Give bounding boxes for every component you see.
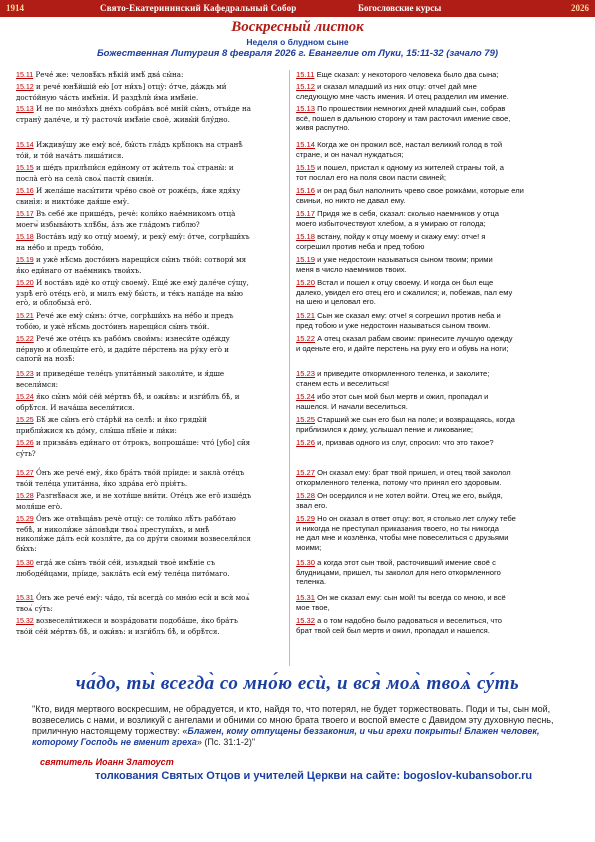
verse-number: 15.23 bbox=[296, 369, 316, 378]
verse-line: любоде́йцами, прі́иде, закла́ть есѝ ему̀ теле́ца пито́маго. bbox=[16, 568, 230, 578]
verse-line: 15.20 Встал и пошел к отцу своему. И когда он был еще bbox=[296, 278, 494, 287]
patristic-quote bbox=[32, 704, 577, 748]
quote-text: "Кто, видя мертвого воскресшим, не обрадуется, и кто, найдя то, что потерял, не будет торжествовать. Поди и ты, сын мой, возвеселись с нами, и возликуй с ангелами и обними со мною брата твоего и воспой вместе с Давидом эту духовную песнь, приличную настоящему торжеству: « bbox=[32, 704, 554, 736]
verse-line: далеко, увидел его отец его и сжалился; и, побежав, пал ему bbox=[296, 287, 513, 297]
verse-line: моими; bbox=[296, 542, 322, 552]
verse-number: 15.17 bbox=[296, 209, 316, 218]
verse-line: сапоги̑ на нозѣ̑: bbox=[16, 354, 75, 364]
russian-verse bbox=[296, 514, 582, 552]
verse-number: 15.12 bbox=[296, 82, 316, 91]
verse-line: тот послал его на поля свои пасти свиней; bbox=[296, 172, 446, 182]
verse-line: его̀, и облобыза̀ его̀. bbox=[16, 298, 92, 308]
verse-line: 15.20 И воста́въ идѐ ко отцу̀ своему̀. Еще́ же ему̀ дале́че су́щу, bbox=[16, 278, 249, 287]
verse-line: 15.26 и призва́въ еди́наго от о́трокъ, вопроша́ше: что́ [убо] си̑я bbox=[16, 438, 251, 447]
russian-verse bbox=[296, 82, 582, 101]
verse-number: 15.17 bbox=[16, 210, 34, 218]
slavonic-verse bbox=[16, 438, 284, 458]
verse-line: 15.21 Рече́ же ему̀ сы́нъ: о́тче, согрѣши́хъ на не́бо и предъ bbox=[16, 311, 234, 320]
verse-line: бы́хъ: bbox=[16, 543, 37, 553]
verse-line: 15.17 Въ себе́ же прише́дъ, речѐ: коли́ко нае́мникомъ отца̀ bbox=[16, 209, 236, 218]
verse-line: моля́ше его̀. bbox=[16, 501, 63, 511]
verse-line: звал его. bbox=[296, 500, 328, 510]
verse-line: на шею и целовал его. bbox=[296, 297, 376, 307]
verse-line: 15.25 Старший же сын его был на поле; и возвращаясь, когда bbox=[296, 415, 515, 424]
verse-number: 15.28 bbox=[296, 491, 316, 500]
slavonic-verse bbox=[16, 468, 284, 488]
slavonic-verse bbox=[16, 232, 284, 252]
slavonic-verse-banner: ча́до, ты̀ всегда̀ со мно́ю есѝ, и вся̀ моѧ̀ твоѧ̀ су́ть bbox=[75, 673, 520, 694]
verse-number: 15.21 bbox=[296, 311, 316, 320]
quote-psalm: Блажен, кому отпущены беззакония, и чьи грехи покрыты! Блажен человек, которому Господь не вменит греха bbox=[32, 726, 540, 747]
slavonic-column bbox=[16, 70, 284, 666]
page-subtitle: Неделя о блудном сыне bbox=[246, 37, 349, 47]
verse-line: посла̀ его̀ на села̀ своѧ̀ пастѝ свинı́я. bbox=[16, 173, 154, 183]
slavonic-verse bbox=[16, 209, 284, 229]
verse-line: 15.12 и сказал младший из них отцу: отче! дай мне bbox=[296, 82, 477, 91]
verse-line: 15.22 Рече́ же оте́цъ къ рабо́мъ свои́мъ: изнеси́те оде́жду bbox=[16, 334, 230, 343]
verse-number: 15.30 bbox=[16, 559, 34, 567]
verse-line: 15.13 По прошествии немногих дней младший сын, собрав bbox=[296, 104, 506, 113]
verse-line: следующую мне часть имения. И отец разделил им имение. bbox=[296, 91, 509, 101]
verse-line: всё, пошел в дальнюю сторону и там расточил имение свое, bbox=[296, 113, 511, 123]
russian-verse bbox=[296, 392, 582, 411]
verse-line: пе́рвую и облецы́те его̀, и дади́те пе́рстень на ру́ку его̀ и bbox=[16, 344, 229, 354]
verse-line: 15.30 егда́ же сы́нъ твóй се́й, изъядый твоѐ имѣ́ніе съ bbox=[16, 558, 216, 567]
verse-number: 15.24 bbox=[296, 392, 316, 401]
site-text: толкования Святых Отцов и учителей Церкви на сайте: bbox=[95, 770, 404, 782]
header-courses: Богословские курсы bbox=[358, 3, 442, 13]
russian-verse bbox=[296, 468, 582, 487]
header-cathedral: Свято-Екатерининский Кафедральный Собор bbox=[100, 3, 297, 13]
russian-verse bbox=[296, 311, 582, 330]
verse-line: откормленного теленка, потому что принял его здоровым. bbox=[296, 477, 502, 487]
verse-line: 15.15 и пошел, пристал к одному из жителей страны той, а bbox=[296, 163, 504, 172]
verse-line: свинı̀я: и никто́же дая́ше ему̀. bbox=[16, 196, 130, 206]
verse-line: 15.17 Придя же в себя, сказал: сколько наемников у отца bbox=[296, 209, 499, 218]
verse-number: 15.18 bbox=[296, 232, 316, 241]
verse-number: 15.11 bbox=[296, 70, 315, 79]
verse-number: 15.13 bbox=[16, 105, 34, 113]
verse-line: 15.14 Иждиву́шу же ему̀ все́, бы́сть гла́дъ крѣ́покъ на странѣ̀ bbox=[16, 140, 243, 149]
quote-tail: » (Пс. 31:1-2)" bbox=[196, 737, 256, 747]
verse-number: 15.14 bbox=[16, 141, 34, 149]
verse-number: 15.20 bbox=[16, 279, 34, 287]
slavonic-verse bbox=[16, 558, 284, 578]
verse-line: пред тобою и уже недостоин называться сыном твоим. bbox=[296, 320, 491, 330]
slavonic-verse bbox=[16, 415, 284, 435]
verse-number: 15.15 bbox=[296, 163, 316, 172]
verse-number: 15.22 bbox=[296, 334, 316, 343]
verse-line: 15.12 и рече́ юнѣ́йшій ею̀ [от ни́хъ] отцу̀: о́тче, да́ждь ми́ bbox=[16, 82, 227, 91]
verse-number: 15.25 bbox=[296, 415, 316, 424]
slavonic-verse bbox=[16, 593, 284, 613]
verse-number: 15.22 bbox=[16, 335, 34, 343]
russian-verse bbox=[296, 209, 582, 228]
russian-verse bbox=[296, 491, 582, 510]
verse-number: 15.19 bbox=[296, 255, 316, 264]
slavonic-verse bbox=[16, 616, 284, 636]
verse-line: приблизился к дому, услышал пение и ликование; bbox=[296, 424, 474, 434]
verse-number: 15.25 bbox=[16, 416, 34, 424]
page-title: Воскресный листок bbox=[231, 19, 364, 35]
russian-verse bbox=[296, 255, 582, 274]
verse-line: нашелся. И начали веселиться. bbox=[296, 401, 408, 411]
verse-line: твóй се́й ме́ртвъ бѣ̀, и ожи́въ: и изги́блъ бѣ̀, и обрѣ́тся. bbox=[16, 626, 220, 636]
verse-line: 15.19 и ужѐ нѣ́смь досто́инъ нарещи́ся сы́нъ твóй: сотвори́ мя bbox=[16, 255, 247, 264]
russian-verse bbox=[296, 438, 582, 448]
header-year-right: 2026 bbox=[571, 3, 589, 13]
site-line bbox=[95, 770, 532, 782]
verse-line: 15.19 и уже недостоин называться сыном твоим; прими bbox=[296, 255, 493, 264]
verse-line: брат твой сей был мертв и ожил, пропадал и нашелся. bbox=[296, 625, 490, 635]
slavonic-verse bbox=[16, 70, 284, 81]
header-bar bbox=[0, 0, 595, 17]
verse-line: то́й, и то́й нача́тъ лиша́тися. bbox=[16, 150, 124, 160]
verse-line: страну̀ дале́че, и ту̀ расточѝ имѣ́ніе своѐ, живы́й блу́дно. bbox=[16, 114, 230, 124]
verse-line: моегѡ̀ избыва́ютъ хлѣ́бы, а́зъ же гла́домъ гиблю? bbox=[16, 219, 200, 229]
verse-line: тобо́ю, и ужѐ нѣ́смь досто́инъ нарещи́ся сы́нъ твóй. bbox=[16, 321, 210, 331]
verse-line: 15.28 Он осердился и не хотел войти. Отец же его, выйдя, bbox=[296, 491, 503, 500]
verse-line: 15.16 И жела́ше насы́тити чре́во своѐ от роже́цъ, я́же ядя́ху bbox=[16, 186, 241, 195]
verse-line: 15.18 встану, пойду к отцу моему и скажу ему: отче! я bbox=[296, 232, 486, 241]
slavonic-verse bbox=[16, 163, 284, 183]
verse-line: моего избыточествуют хлебом, а я умираю от голода; bbox=[296, 218, 486, 228]
verse-line: твóй теле́ца упита́нна, я́ко здра́ва его̀ прія́тъ. bbox=[16, 478, 188, 488]
verse-line: и никогда не преступал приказания твоего, но ты никогда bbox=[296, 523, 499, 533]
slavonic-verse bbox=[16, 311, 284, 331]
verse-number: 15.18 bbox=[16, 233, 34, 241]
russian-verse bbox=[296, 593, 582, 612]
verse-line: 15.15 и ше́дъ прилѣпи́ся еди́ному от жи́тель тоѧ̀ страны̀: и bbox=[16, 163, 234, 172]
quote-author: святитель Иоанн Златоуст bbox=[40, 757, 174, 767]
verse-line: не дал мне и козлёнка, чтобы мне повеселиться с друзьями bbox=[296, 533, 509, 543]
verse-line: 15.24 я́ко сы́нъ мо́й се́й ме́ртвъ бѣ̀, и ожи́въ: и изги́блъ бѣ̀, и bbox=[16, 392, 240, 401]
verse-line: 15.11 Еще сказал: у некоторого человека было два сына; bbox=[296, 70, 499, 79]
russian-verse bbox=[296, 278, 582, 307]
verse-line: весели́мся: bbox=[16, 379, 58, 389]
verse-line: твоѧ̀ су́ть: bbox=[16, 603, 53, 613]
site-link[interactable]: bogoslov-kubansobor.ru bbox=[403, 770, 533, 782]
verse-number: 15.13 bbox=[296, 104, 316, 113]
verse-line: 15.16 и он рад был наполнить чрево свое рожка́ми, которые ели bbox=[296, 186, 524, 195]
verse-line: тебѣ̀, и николи́же за́повѣди твоѧ̀ преступи́хъ, и мнѣ̀ bbox=[16, 524, 210, 534]
verse-line: 15.28 Разгнѣ́вася же, и не хотя́ше вни́ти. Оте́цъ же его̀ изше́дъ bbox=[16, 491, 252, 500]
verse-number: 15.31 bbox=[16, 594, 34, 602]
verse-line: 15.23 и приведите откормленного теленка, и заколите; bbox=[296, 369, 490, 378]
russian-verse bbox=[296, 104, 582, 133]
russian-verse bbox=[296, 232, 582, 251]
verse-line: станем есть и веселиться! bbox=[296, 378, 390, 388]
slavonic-verse bbox=[16, 514, 284, 553]
verse-line: 15.32 а о том надобно было радоваться и веселиться, что bbox=[296, 616, 503, 625]
verse-number: 15.29 bbox=[296, 514, 316, 523]
verse-line: су́ть? bbox=[16, 448, 36, 458]
verse-line: 15.31 Он же сказал ему: сын мой! ты всегда со мною, и всё bbox=[296, 593, 506, 602]
verse-line: 15.21 Сын же сказал ему: отче! я согрешил против неба и bbox=[296, 311, 501, 320]
russian-verse bbox=[296, 415, 582, 434]
verse-number: 15.23 bbox=[16, 370, 34, 378]
verse-line: 15.29 Но он сказал в ответ отцу: вот, я столько лет служу тебе bbox=[296, 514, 516, 523]
verse-line: обрѣ́тся. И нача́ша весели́тися. bbox=[16, 402, 135, 412]
verse-line: 15.27 Он сказал ему: брат твой пришел, и отец твой заколол bbox=[296, 468, 511, 477]
verse-line: 15.26 и, призвав одного из слуг, спросил: что это такое? bbox=[296, 438, 494, 447]
verse-line: 15.14 Когда же он прожил всё, настал великий голод в той bbox=[296, 140, 503, 149]
slavonic-verse bbox=[16, 186, 284, 206]
verse-line: и оденьте его, и дайте перстень на руку его и обувь на ноги; bbox=[296, 343, 509, 353]
verse-line: на не́бо и предъ тобо́ю, bbox=[16, 242, 104, 252]
verse-line: 15.23 и приведе́ше теле́цъ упита́нный заколи́те, и я́дше bbox=[16, 369, 225, 378]
slavonic-verse bbox=[16, 278, 284, 308]
gospel-columns bbox=[16, 70, 582, 666]
russian-verse bbox=[296, 163, 582, 182]
verse-line: свиньи, но никто не давал ему. bbox=[296, 195, 406, 205]
verse-line: 15.32 возвесели́тижеся и возра́довати подоба́ше, я́ко бра́тъ bbox=[16, 616, 238, 625]
verse-number: 15.32 bbox=[296, 616, 316, 625]
slavonic-verse bbox=[16, 82, 284, 102]
verse-number: 15.16 bbox=[296, 186, 316, 195]
verse-number: 15.24 bbox=[16, 393, 34, 401]
verse-line: досто́йную ча́сть имѣ́нія. И раздѣлѝ и́ма имѣ́ніе. bbox=[16, 92, 199, 102]
verse-line: прибли́жися къ до́му, слы́ша пѣ́ніе и ли́ки: bbox=[16, 425, 177, 435]
verse-line: 15.29 О́нъ же отвѣща́въ речѐ отцу̀: се толи́ко лѣ́тъ рабо́таю bbox=[16, 514, 236, 523]
verse-number: 15.14 bbox=[296, 140, 316, 149]
russian-verse bbox=[296, 140, 582, 159]
verse-line: узрѣ̀ его̀ оте́цъ его̀, и милъ ему̀ бы́сть, и те́къ напа́де на вы́ю bbox=[16, 288, 243, 298]
verse-line: блудницами, пришел, ты заколол для него откормленного bbox=[296, 567, 501, 577]
russian-verse bbox=[296, 616, 582, 635]
column-divider bbox=[289, 70, 290, 666]
liturgy-line: Божественная Литургия 8 февраля 2026 г. Евангелие от Луки, 15:11-32 (зачало 79) bbox=[96, 48, 499, 59]
verse-line: теленка. bbox=[296, 577, 327, 587]
verse-line: 15.31 О́нъ же рече́ ему̀: ча́до, ты̀ всегда̀ со мно́ю есѝ и вся̀ моѧ̀ bbox=[16, 593, 250, 602]
verse-line: 15.30 а когда этот сын твой, расточивший имение своё с bbox=[296, 558, 496, 567]
verse-line: стране, и он начал нуждаться; bbox=[296, 149, 404, 159]
verse-line: живя распутно. bbox=[296, 123, 350, 133]
verse-line: мое твое, bbox=[296, 602, 330, 612]
russian-verse bbox=[296, 186, 582, 205]
verse-number: 15.15 bbox=[16, 164, 34, 172]
verse-number: 15.28 bbox=[16, 492, 34, 500]
verse-line: 15.11 Рече́ же: человѣ́къ нѣ́кій имѣ́ два́ сы́на: bbox=[16, 70, 184, 79]
header-year-left: 1914 bbox=[6, 3, 24, 13]
verse-number: 15.26 bbox=[296, 438, 316, 447]
verse-line: 15.25 Бѣ́ же сы́нъ его̀ ста́рѣй на селѣ̀: и я́ко гряды́й bbox=[16, 415, 207, 424]
verse-line: 15.13 И не по мно́зѣхъ дне́хъ собра́въ все́ мнı́й сы́нъ, отъи́де на bbox=[16, 104, 251, 113]
verse-number: 15.11 bbox=[16, 71, 34, 79]
slavonic-verse bbox=[16, 491, 284, 511]
verse-line: 15.18 Воста́въ иду̀ ко отцу̀ моему̀, и реку̀ ему̀: о́тче, согрѣши́хъ bbox=[16, 232, 250, 241]
verse-number: 15.27 bbox=[296, 468, 316, 477]
verse-line: 15.27 О́нъ же рече́ ему̀, я́ко бра́тъ твóй прі́иде: и закла̀ оте́цъ bbox=[16, 468, 245, 477]
verse-number: 15.19 bbox=[16, 256, 34, 264]
verse-line: меня в число наемников твоих. bbox=[296, 264, 407, 274]
russian-verse bbox=[296, 558, 582, 587]
russian-verse bbox=[296, 334, 582, 353]
verse-number: 15.31 bbox=[296, 593, 316, 602]
slavonic-verse bbox=[16, 255, 284, 275]
verse-number: 15.29 bbox=[16, 515, 34, 523]
verse-number: 15.30 bbox=[296, 558, 316, 567]
russian-verse bbox=[296, 70, 582, 80]
verse-number: 15.16 bbox=[16, 187, 34, 195]
slavonic-verse bbox=[16, 140, 284, 160]
verse-line: я́ко еди́наго от нае́мникъ твои́хъ. bbox=[16, 265, 142, 275]
verse-line: 15.22 А отец сказал рабам своим: принесите лучшую одежду bbox=[296, 334, 513, 343]
russian-column bbox=[296, 70, 582, 666]
verse-number: 15.12 bbox=[16, 83, 34, 91]
verse-number: 15.32 bbox=[16, 617, 34, 625]
russian-verse bbox=[296, 369, 582, 388]
verse-number: 15.21 bbox=[16, 312, 34, 320]
slavonic-verse bbox=[16, 334, 284, 364]
verse-number: 15.26 bbox=[16, 439, 34, 447]
verse-line: николи́же да́лъ есѝ козля́те, да со дру́ги своими возвесели́лся bbox=[16, 534, 251, 544]
verse-number: 15.27 bbox=[16, 469, 34, 477]
slavonic-verse bbox=[16, 104, 284, 124]
verse-line: 15.24 ибо этот сын мой был мертв и ожил, пропадал и bbox=[296, 392, 489, 401]
slavonic-verse bbox=[16, 392, 284, 412]
slavonic-verse bbox=[16, 369, 284, 389]
verse-number: 15.20 bbox=[296, 278, 316, 287]
verse-line: согрешил против неба и пред тобою bbox=[296, 241, 425, 251]
